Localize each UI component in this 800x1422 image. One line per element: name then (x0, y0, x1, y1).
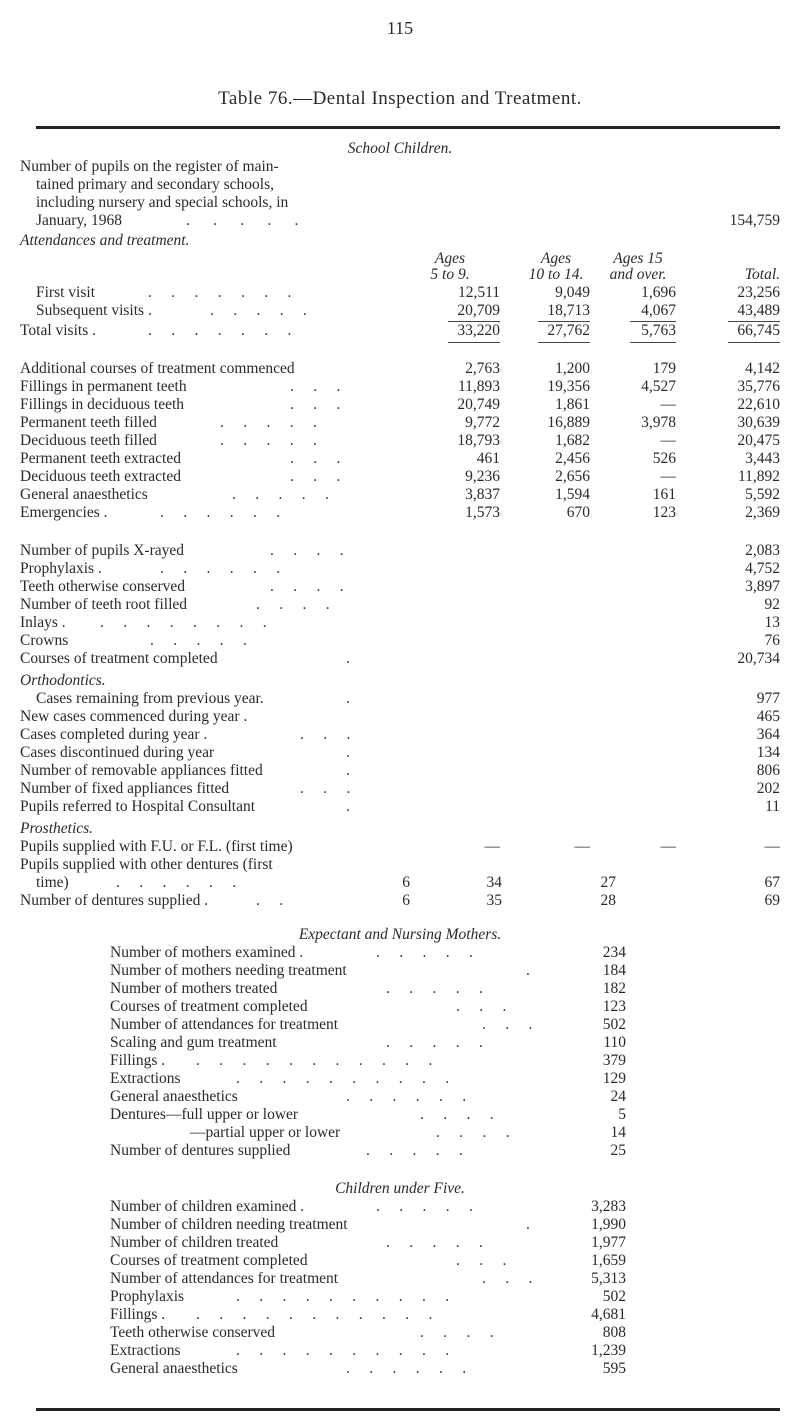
cell-ages1: 6 (402, 874, 410, 891)
row-label: Courses of treatment completed (110, 998, 308, 1015)
col-header-ages1-bottom: 5 to 9. (430, 266, 470, 283)
leader-dots: . (346, 690, 350, 707)
cell-total: 3,897 (745, 578, 780, 595)
leader-dots: . . . . . (376, 1198, 473, 1215)
cell-ages1: 18,793 (457, 432, 500, 449)
row-label: Fillings . (110, 1052, 166, 1069)
leader-dots: . . . (290, 468, 341, 485)
leader-dots: . . . . . (386, 1234, 483, 1251)
cell-total: 20,734 (737, 650, 780, 667)
leader-dots: . . (256, 892, 284, 909)
leader-dots: . . . (482, 1016, 533, 1033)
row-label: Cases remaining from previous year. (36, 690, 264, 707)
row-label: Courses of treatment completed (110, 1252, 308, 1269)
leader-dots: . . . . . . . . . . . (196, 1306, 433, 1323)
row-label: Pupils supplied with F.U. or F.L. (first time) (20, 838, 293, 855)
row-label: Prophylaxis (110, 1288, 185, 1305)
cell-ages2: 19,356 (547, 378, 590, 395)
cell-total: 69 (764, 892, 780, 909)
row-label: Number of dentures supplied (110, 1142, 291, 1159)
cell-ages3: 1,696 (641, 284, 676, 301)
cell-value: 5,313 (591, 1270, 626, 1287)
leader-dots: . . . . (270, 542, 344, 559)
cell-ages1: 3,837 (465, 486, 500, 503)
table-title: Table 76.—Dental Inspection and Treatment. (218, 88, 582, 109)
cell-ages2: 1,682 (555, 432, 590, 449)
leader-dots: . . . . . (186, 212, 299, 229)
cell-ages3: 123 (652, 504, 676, 521)
leader-dots: . . . . . . . (148, 322, 292, 339)
row-label: Teeth otherwise conserved (110, 1324, 276, 1341)
leader-dots: . . . . . . (160, 504, 281, 521)
row-label: Number of mothers examined . (110, 944, 304, 961)
cell-value: 234 (602, 944, 626, 961)
cell-ages1: — (484, 838, 500, 855)
prosthetics-heading: Prosthetics. (20, 820, 94, 837)
cell-total: 465 (756, 708, 780, 725)
cell-total: 4,752 (745, 560, 780, 577)
row-label: Number of pupils X-rayed (20, 542, 184, 559)
children-heading: Children under Five. (335, 1180, 465, 1197)
cell-ages1: 12,511 (457, 284, 500, 301)
leader-dots: . . . (482, 1270, 533, 1287)
row-label: General anaesthetics (110, 1088, 238, 1105)
row-label: Number of attendances for treatment (110, 1270, 339, 1287)
leader-dots: . . . . . (386, 1034, 483, 1051)
cell-ages1: 20,709 (457, 302, 500, 319)
cell-ages3: — (660, 432, 676, 449)
col-header-ages1-top: Ages (434, 250, 466, 267)
cell-ages1: 1,573 (465, 504, 500, 521)
leader-dots: . . . . . . (346, 1360, 467, 1377)
leader-dots: . . . . . (366, 1142, 463, 1159)
leader-dots: . (346, 650, 350, 667)
cell-ages3: — (660, 468, 676, 485)
cell-value: 123 (602, 998, 626, 1015)
leader-dots: . (346, 798, 350, 815)
row-label: Emergencies . (20, 504, 108, 521)
cell-total: 43,489 (737, 302, 780, 319)
cell-value: 4,681 (591, 1306, 626, 1323)
visit-label: Subsequent visits . (36, 302, 152, 319)
cell-ages2: 16,889 (547, 414, 590, 431)
cell-value: 24 (610, 1088, 626, 1105)
row-label: —partial upper or lower (190, 1124, 341, 1141)
leader-dots: . . . . . . . . (100, 614, 267, 631)
cell-ages2: 2,456 (555, 450, 590, 467)
cell-ages2: 18,713 (547, 302, 590, 319)
leader-dots: . . . (300, 780, 351, 797)
cell-value: 1,239 (591, 1342, 626, 1359)
cell-value: 184 (602, 962, 626, 979)
cell-ages3: 526 (652, 450, 676, 467)
title-rule (36, 126, 780, 129)
row-label: Permanent teeth filled (20, 414, 157, 431)
cell-total: 76 (764, 632, 780, 649)
leader-dots: . . . . . (210, 302, 307, 319)
col-header-ages3-top: Ages 15 (613, 250, 663, 267)
row-label: Extractions (110, 1342, 181, 1359)
row-label: General anaesthetics (110, 1360, 238, 1377)
leader-dots: . . . (456, 1252, 507, 1269)
bottom-rule (36, 1408, 780, 1411)
leader-dots: . . . (290, 378, 341, 395)
register-line-1: Number of pupils on the register of main- (20, 158, 279, 175)
row-label: Crowns (20, 632, 69, 649)
leader-dots: . . . . (436, 1124, 510, 1141)
cell-total: 11,892 (737, 468, 780, 485)
cell-ages1: 9,772 (465, 414, 500, 431)
leader-dots: . . . . (420, 1324, 494, 1341)
cell-ages2: 1,200 (555, 360, 590, 377)
cell-ages3: 27 (600, 874, 616, 891)
register-line-4: January, 1968 (36, 212, 122, 229)
visit-label: First visit (36, 284, 96, 301)
cell-value: 1,990 (591, 1216, 626, 1233)
row-label: Number of children needing treatment (110, 1216, 348, 1233)
row-label: Fillings . (110, 1306, 166, 1323)
cell-ages2: — (574, 838, 590, 855)
cell-total: 35,776 (737, 378, 780, 395)
leader-dots: . . . . . . . (148, 284, 292, 301)
leader-dots: . . . . (256, 596, 330, 613)
total-visits-label: Total visits . (20, 322, 96, 339)
row-label: Deciduous teeth filled (20, 432, 157, 449)
leader-dots: . . . . . (220, 414, 317, 431)
cell-ages3: 4,527 (641, 378, 676, 395)
register-value: 154,759 (729, 212, 780, 229)
cell-total: 13 (764, 614, 780, 631)
cell-value: 110 (603, 1034, 626, 1051)
col-header-ages3-bottom: and over. (609, 266, 667, 283)
leader-dots: . . . (300, 726, 351, 743)
cell-value: 182 (602, 980, 626, 997)
school-heading: School Children. (347, 140, 453, 157)
mothers-heading: Expectant and Nursing Mothers. (298, 926, 502, 943)
row-label: Inlays . (20, 614, 66, 631)
cell-ages3: 5,763 (641, 322, 676, 339)
orthodontics-heading: Orthodontics. (20, 672, 106, 689)
cell-total: 23,256 (737, 284, 780, 301)
cell-total: 4,142 (745, 360, 780, 377)
leader-dots: . . . . . (220, 432, 317, 449)
cell-ages3: — (660, 838, 676, 855)
cell-total: — (764, 838, 780, 855)
row-label: Prophylaxis . (20, 560, 102, 577)
row-label: time) (36, 874, 69, 891)
leader-dots: . . . . . . . . . . . (196, 1052, 433, 1069)
cell-total: 3,443 (745, 450, 780, 467)
row-label: Number of fixed appliances fitted (20, 780, 230, 797)
leader-dots: . . . (290, 396, 341, 413)
cell-ages1: 461 (476, 450, 500, 467)
sum-rule (538, 342, 590, 343)
row-label: Extractions (110, 1070, 181, 1087)
row-label: Pupils referred to Hospital Consultant (20, 798, 256, 815)
leader-dots: . . . . . (232, 486, 329, 503)
cell-value: 595 (602, 1360, 626, 1377)
leader-dots: . (526, 1216, 530, 1233)
leader-dots: . . . . . . (116, 874, 237, 891)
cell-value: 1,977 (591, 1234, 626, 1251)
col-header-total: Total. (744, 266, 780, 283)
cell-ages3: 28 (600, 892, 616, 909)
register-line-2: tained primary and secondary schools, (36, 176, 275, 193)
sum-rule (630, 342, 676, 343)
row-label: Deciduous teeth extracted (20, 468, 181, 485)
row-label: Number of mothers needing treatment (110, 962, 347, 979)
col-header-ages2-bottom: 10 to 14. (528, 266, 584, 283)
row-label: Scaling and gum treatment (110, 1034, 277, 1051)
cell-value: 14 (610, 1124, 626, 1141)
leader-dots: . . . (456, 998, 507, 1015)
cell-value: 1,659 (591, 1252, 626, 1269)
row-label: Number of attendances for treatment (110, 1016, 339, 1033)
leader-dots: . . . . . . (160, 560, 281, 577)
cell-ages1: 33,220 (457, 322, 500, 339)
leader-dots: . . . . . (376, 944, 473, 961)
leader-dots: . . . . . . . . . . (236, 1288, 450, 1305)
cell-total: 977 (756, 690, 780, 707)
leader-dots: . (526, 962, 530, 979)
row-label: Pupils supplied with other dentures (first (20, 856, 273, 873)
row-label: Fillings in deciduous teeth (20, 396, 185, 413)
row-label: Number of teeth root filled (20, 596, 188, 613)
cell-ages2: 34 (486, 874, 502, 891)
row-label: Permanent teeth extracted (20, 450, 181, 467)
cell-ages1: 6 (402, 892, 410, 909)
col-header-ages2-top: Ages (540, 250, 572, 267)
cell-ages2: 670 (566, 504, 590, 521)
leader-dots: . . . . . . . . . . (236, 1070, 450, 1087)
cell-total: 22,610 (737, 396, 780, 413)
cell-ages1: 9,236 (465, 468, 500, 485)
cell-ages2: 35 (486, 892, 502, 909)
leader-dots: . . . . (270, 578, 344, 595)
cell-ages2: 27,762 (547, 322, 590, 339)
sum-rule (728, 342, 780, 343)
cell-value: 5 (618, 1106, 626, 1123)
row-label: Number of removable appliances fitted (20, 762, 263, 779)
row-label: Teeth otherwise conserved (20, 578, 186, 595)
row-label: Fillings in permanent teeth (20, 378, 187, 395)
leader-dots: . . . . . . (346, 1088, 467, 1105)
leader-dots: . . . (290, 450, 341, 467)
register-line-3: including nursery and special schools, in (36, 194, 289, 211)
cell-total: 364 (756, 726, 780, 743)
row-label: New cases commenced during year . (20, 708, 248, 725)
cell-total: 67 (764, 874, 780, 891)
leader-dots: . (346, 762, 350, 779)
leader-dots: . . . . . (150, 632, 247, 649)
row-label: Cases completed during year . (20, 726, 208, 743)
leader-dots: . . . . . . . . . . (236, 1342, 450, 1359)
row-label: Courses of treatment completed (20, 650, 218, 667)
cell-ages3: 179 (652, 360, 676, 377)
cell-total: 2,369 (745, 504, 780, 521)
cell-value: 379 (602, 1052, 626, 1069)
row-label: General anaesthetics (20, 486, 148, 503)
cell-total: 20,475 (737, 432, 780, 449)
cell-value: 502 (602, 1016, 626, 1033)
cell-ages2: 1,594 (555, 486, 590, 503)
leader-dots: . (346, 744, 350, 761)
row-label: Cases discontinued during year (20, 744, 215, 761)
cell-ages3: 4,067 (641, 302, 676, 319)
cell-ages2: 9,049 (555, 284, 590, 301)
cell-value: 25 (610, 1142, 626, 1159)
row-label: Number of mothers treated (110, 980, 278, 997)
cell-value: 808 (602, 1324, 626, 1341)
cell-total: 92 (764, 596, 780, 613)
cell-total: 2,083 (745, 542, 780, 559)
cell-total: 202 (756, 780, 780, 797)
cell-ages3: 3,978 (641, 414, 676, 431)
row-label: Additional courses of treatment commenced (20, 360, 295, 377)
page-number: 115 (386, 18, 414, 38)
cell-value: 3,283 (591, 1198, 626, 1215)
cell-ages1: 2,763 (465, 360, 500, 377)
cell-ages3: 161 (652, 486, 676, 503)
cell-ages2: 1,861 (555, 396, 590, 413)
cell-ages1: 11,893 (457, 378, 500, 395)
cell-ages1: 20,749 (457, 396, 500, 413)
cell-value: 502 (602, 1288, 626, 1305)
cell-ages3: — (660, 396, 676, 413)
cell-total: 5,592 (745, 486, 780, 503)
sum-rule (448, 342, 500, 343)
cell-total: 66,745 (737, 322, 780, 339)
row-label: Number of dentures supplied . (20, 892, 209, 909)
leader-dots: . . . . . (386, 980, 483, 997)
cell-value: 129 (602, 1070, 626, 1087)
row-label: Dentures—full upper or lower (110, 1106, 299, 1123)
cell-total: 11 (765, 798, 780, 815)
cell-total: 806 (756, 762, 780, 779)
cell-total: 134 (756, 744, 780, 761)
leader-dots: . . . . (420, 1106, 494, 1123)
row-label: Number of children treated (110, 1234, 279, 1251)
row-label: Number of children examined . (110, 1198, 305, 1215)
cell-total: 30,639 (737, 414, 780, 431)
cell-ages2: 2,656 (555, 468, 590, 485)
attendances-heading: Attendances and treatment. (20, 232, 190, 249)
